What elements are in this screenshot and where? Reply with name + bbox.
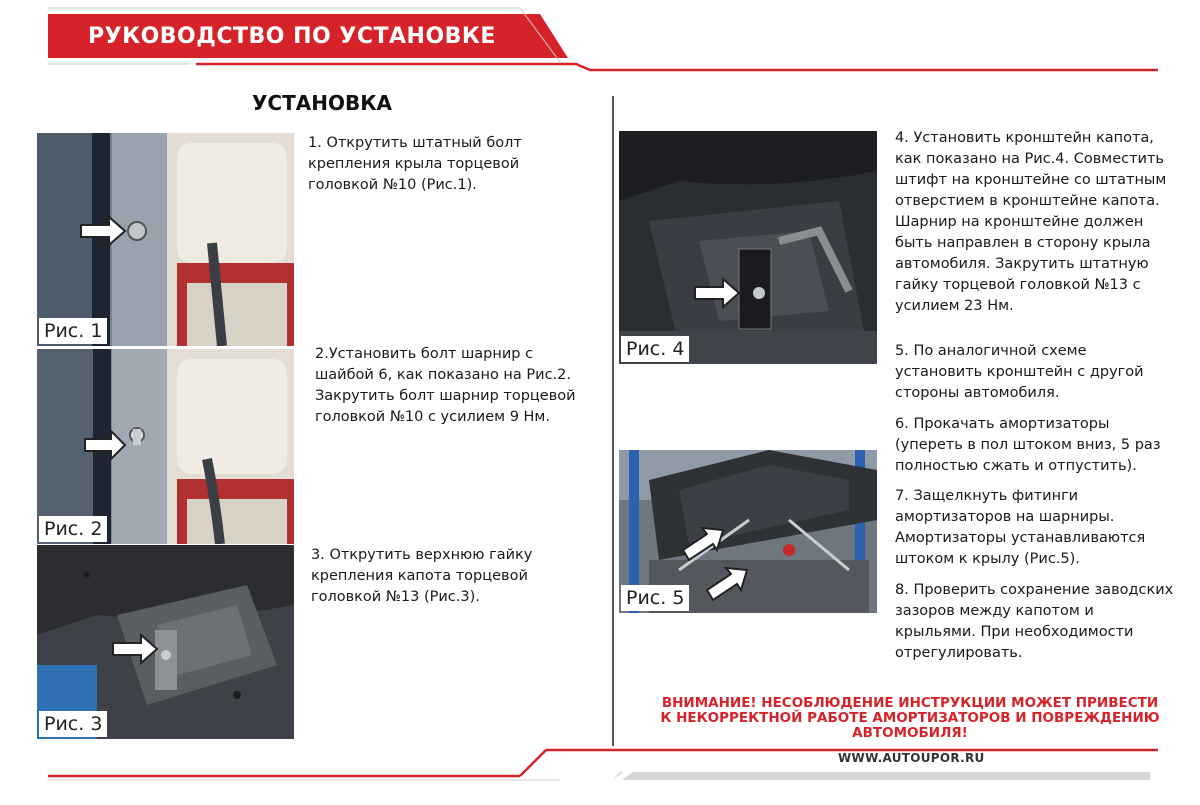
step-8-text: 8. Проверить сохранение заводских зазоров между капотом и крыльями. При необходимости отрегулировать. — [895, 582, 1174, 661]
figure-2-label: Рис. 2 — [39, 516, 107, 542]
warning-text: ВНИМАНИЕ! НЕСОБЛЮДЕНИЕ ИНСТРУКЦИИ МОЖЕТ ПРИВЕСТИ К НЕКОРРЕКТНОЙ РАБОТЕ АМОРТИЗАТОРОВ И ПОВРЕЖДЕНИЮ АВТОМОБИЛЯ! — [660, 695, 1160, 741]
section-title: УСТАНОВКА — [252, 91, 393, 115]
step-7-text: 7. Защелкнуть фитинги амортизаторов на шарниры. Амортизаторы устанавливаются штоком к крылу (Рис.5). — [895, 488, 1146, 567]
footer-graphic — [0, 740, 1200, 800]
figure-5-label: Рис. 5 — [621, 585, 689, 611]
figure-1-label: Рис. 1 — [39, 318, 107, 344]
figure-3-photo — [37, 545, 294, 739]
step-4-text: 4. Установить кронштейн капота, как показано на Рис.4. Совместить штифт на кронштейне со штатным отверстием в кронштейне капота. Шарнир на кронштейне должен быть направлен в сторону крыла автомобиля. Закрутить штатную гайку торцевой головкой №13 с усилием 23 Нм. — [895, 130, 1167, 314]
header-banner — [0, 0, 1200, 80]
column-divider — [612, 96, 614, 746]
figure-4-label: Рис. 4 — [621, 336, 689, 362]
step-3-text: 3. Открутить верхнюю гайку крепления капота торцевой головкой №13 (Рис.3). — [311, 547, 533, 605]
step-6-text: 6. Прокачать амортизаторы (упереть в пол штоком вниз, 5 раз полностью сжать и отпустить). — [895, 416, 1161, 474]
step-2-text: 2.Установить болт шарнир с шайбой 6, как показано на Рис.2. Закрутить болт шарнир торцевой головкой №10 с усилием 9 Нм. — [315, 346, 576, 425]
page-title: РУКОВОДСТВО ПО УСТАНОВКЕ — [88, 24, 496, 49]
figure-3-label: Рис. 3 — [39, 711, 107, 737]
step-1-text: 1. Открутить штатный болт крепления крыла торцевой головкой №10 (Рис.1). — [308, 135, 522, 193]
step-5-text: 5. По аналогичной схеме установить кронштейн с другой стороны автомобиля. — [895, 343, 1144, 401]
figure-4-photo — [619, 131, 877, 364]
figure-5-photo — [619, 450, 877, 613]
figure-2-photo — [37, 349, 294, 544]
figure-1-photo — [37, 133, 294, 346]
footer-url: WWW.AUTOUPOR.RU — [838, 751, 985, 765]
